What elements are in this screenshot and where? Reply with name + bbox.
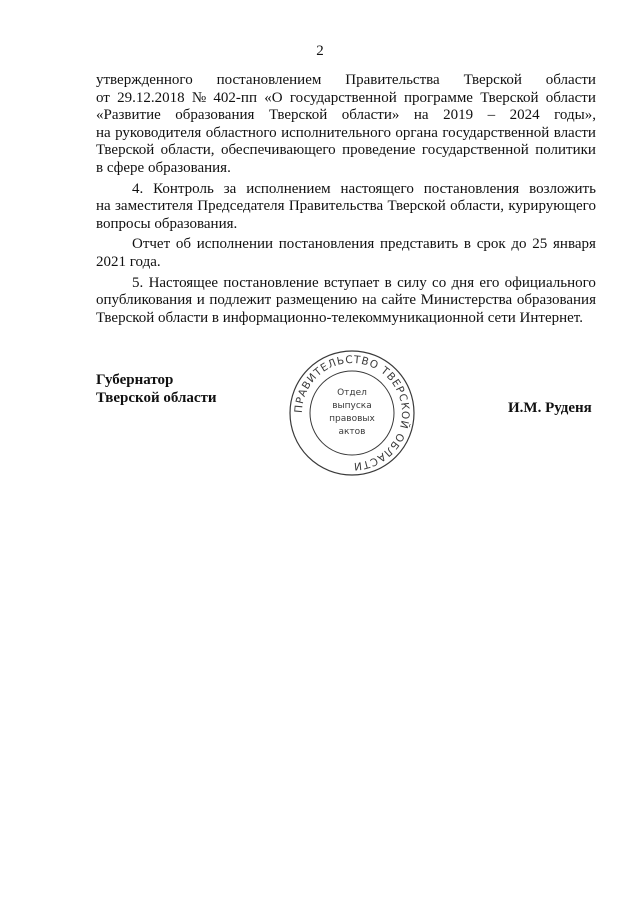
paragraph (96, 72, 596, 178)
text-line (96, 198, 596, 216)
word: – (487, 107, 496, 124)
seal-center-text: Отдел (337, 388, 367, 398)
document-body (96, 72, 596, 327)
word: в (384, 274, 392, 291)
word: исполнительного (281, 124, 391, 141)
word: областного (205, 124, 277, 141)
word: об (175, 236, 192, 253)
seal-ring-text: ПРАВИТЕЛЬСТВО ТВЕРСКОЙ ОБЛАСТИ (292, 353, 412, 473)
word: заместителя (115, 198, 193, 215)
word: Тверской (480, 89, 539, 106)
text-line (96, 107, 596, 125)
word: сайте (381, 292, 417, 309)
seal-center-text: правовых (329, 414, 375, 424)
word: со (432, 274, 447, 291)
word: Министерства (420, 292, 513, 309)
word: на (96, 198, 111, 215)
word: власти (553, 124, 596, 141)
text-line (96, 90, 596, 108)
seal-center-text: актов (338, 427, 366, 437)
seal-outer-ring (290, 351, 414, 475)
word: от (96, 89, 110, 106)
signer-title-line: Тверской области (96, 389, 217, 406)
signer-title (96, 372, 217, 407)
word: руководителя (115, 124, 202, 141)
text-line (96, 236, 596, 254)
word: января (553, 236, 596, 253)
word: на (361, 292, 377, 309)
word: его (479, 274, 500, 291)
word: 29.12.2018 (117, 89, 185, 106)
word: области (545, 89, 596, 106)
text-line (96, 292, 596, 310)
word: № (191, 89, 207, 106)
word: и (196, 292, 205, 309)
text-line: 2021 года. (96, 253, 161, 270)
word: 5. (132, 274, 144, 291)
word: Настоящее (148, 274, 219, 291)
word: проведение (342, 142, 416, 159)
word: государственной (421, 142, 529, 159)
page-number: 2 (316, 43, 324, 59)
word: возложить (529, 180, 596, 197)
word: постановлением (216, 72, 322, 88)
word: в (463, 236, 471, 253)
text-line (96, 142, 596, 160)
word: настоящего (340, 180, 414, 197)
word: постановление (223, 274, 319, 291)
word: до (511, 236, 527, 253)
word: Тверской (268, 107, 328, 124)
seal-center-text: выпуска (332, 401, 372, 411)
signer-name: И.М. Руденя (508, 400, 592, 416)
word: Контроль (153, 180, 214, 197)
word: Отчет (132, 236, 171, 253)
word: области, (450, 198, 505, 215)
word: 402-пп (213, 89, 257, 106)
word: опубликования (96, 292, 193, 309)
text-line (96, 181, 596, 199)
word: 25 (532, 236, 548, 253)
word: Тверской (387, 198, 446, 215)
word: 4. (132, 180, 144, 197)
official-seal (287, 348, 417, 478)
word: курирующего (508, 198, 596, 215)
word: вступает (323, 274, 380, 291)
word: Председателя (197, 198, 285, 215)
signer-title-line: Губернатор (96, 372, 174, 388)
paragraph (96, 275, 596, 328)
word: государственной (289, 89, 397, 106)
word: размещению (275, 292, 358, 309)
word: срок (476, 236, 506, 253)
word: области» (341, 107, 400, 124)
word: на (413, 107, 429, 124)
word: области (545, 72, 596, 88)
seal-inner-ring (310, 371, 394, 455)
word: представить (379, 236, 459, 253)
word: утвержденного (96, 72, 193, 88)
word: политики (535, 142, 596, 159)
word: на (96, 124, 111, 141)
word: обеспечивающего (220, 142, 336, 159)
word: силу (397, 274, 427, 291)
word: «О (264, 89, 283, 106)
word: подлежит (209, 292, 272, 309)
word: Тверской (463, 72, 522, 88)
word: постановления (278, 236, 375, 253)
word: за (223, 180, 237, 197)
word: Тверской (96, 142, 155, 159)
word: постановления (423, 180, 520, 197)
word: исполнением (246, 180, 331, 197)
text-line (96, 125, 596, 143)
word: области, (160, 142, 215, 159)
word: 2024 (509, 107, 540, 124)
word: дня (451, 274, 475, 291)
text-line: в сфере образования. (96, 159, 231, 176)
word: 2019 (443, 107, 474, 124)
text-line: вопросы образования. (96, 215, 238, 232)
text-line (96, 72, 596, 90)
word: образования (175, 107, 255, 124)
word: Правительства (345, 72, 440, 88)
word: органа (395, 124, 438, 141)
text-line (96, 275, 596, 293)
word: годы», (554, 107, 596, 124)
word: образования (516, 292, 596, 309)
paragraph (96, 236, 596, 271)
word: государственной (442, 124, 550, 141)
word: Правительства (288, 198, 384, 215)
word: исполнении (196, 236, 274, 253)
word: программе (403, 89, 473, 106)
word: официального (504, 274, 596, 291)
text-line: Тверской области в информационно-телекоммуникационной сети Интернет. (96, 309, 583, 326)
word: «Развитие (96, 107, 161, 124)
paragraph (96, 181, 596, 234)
